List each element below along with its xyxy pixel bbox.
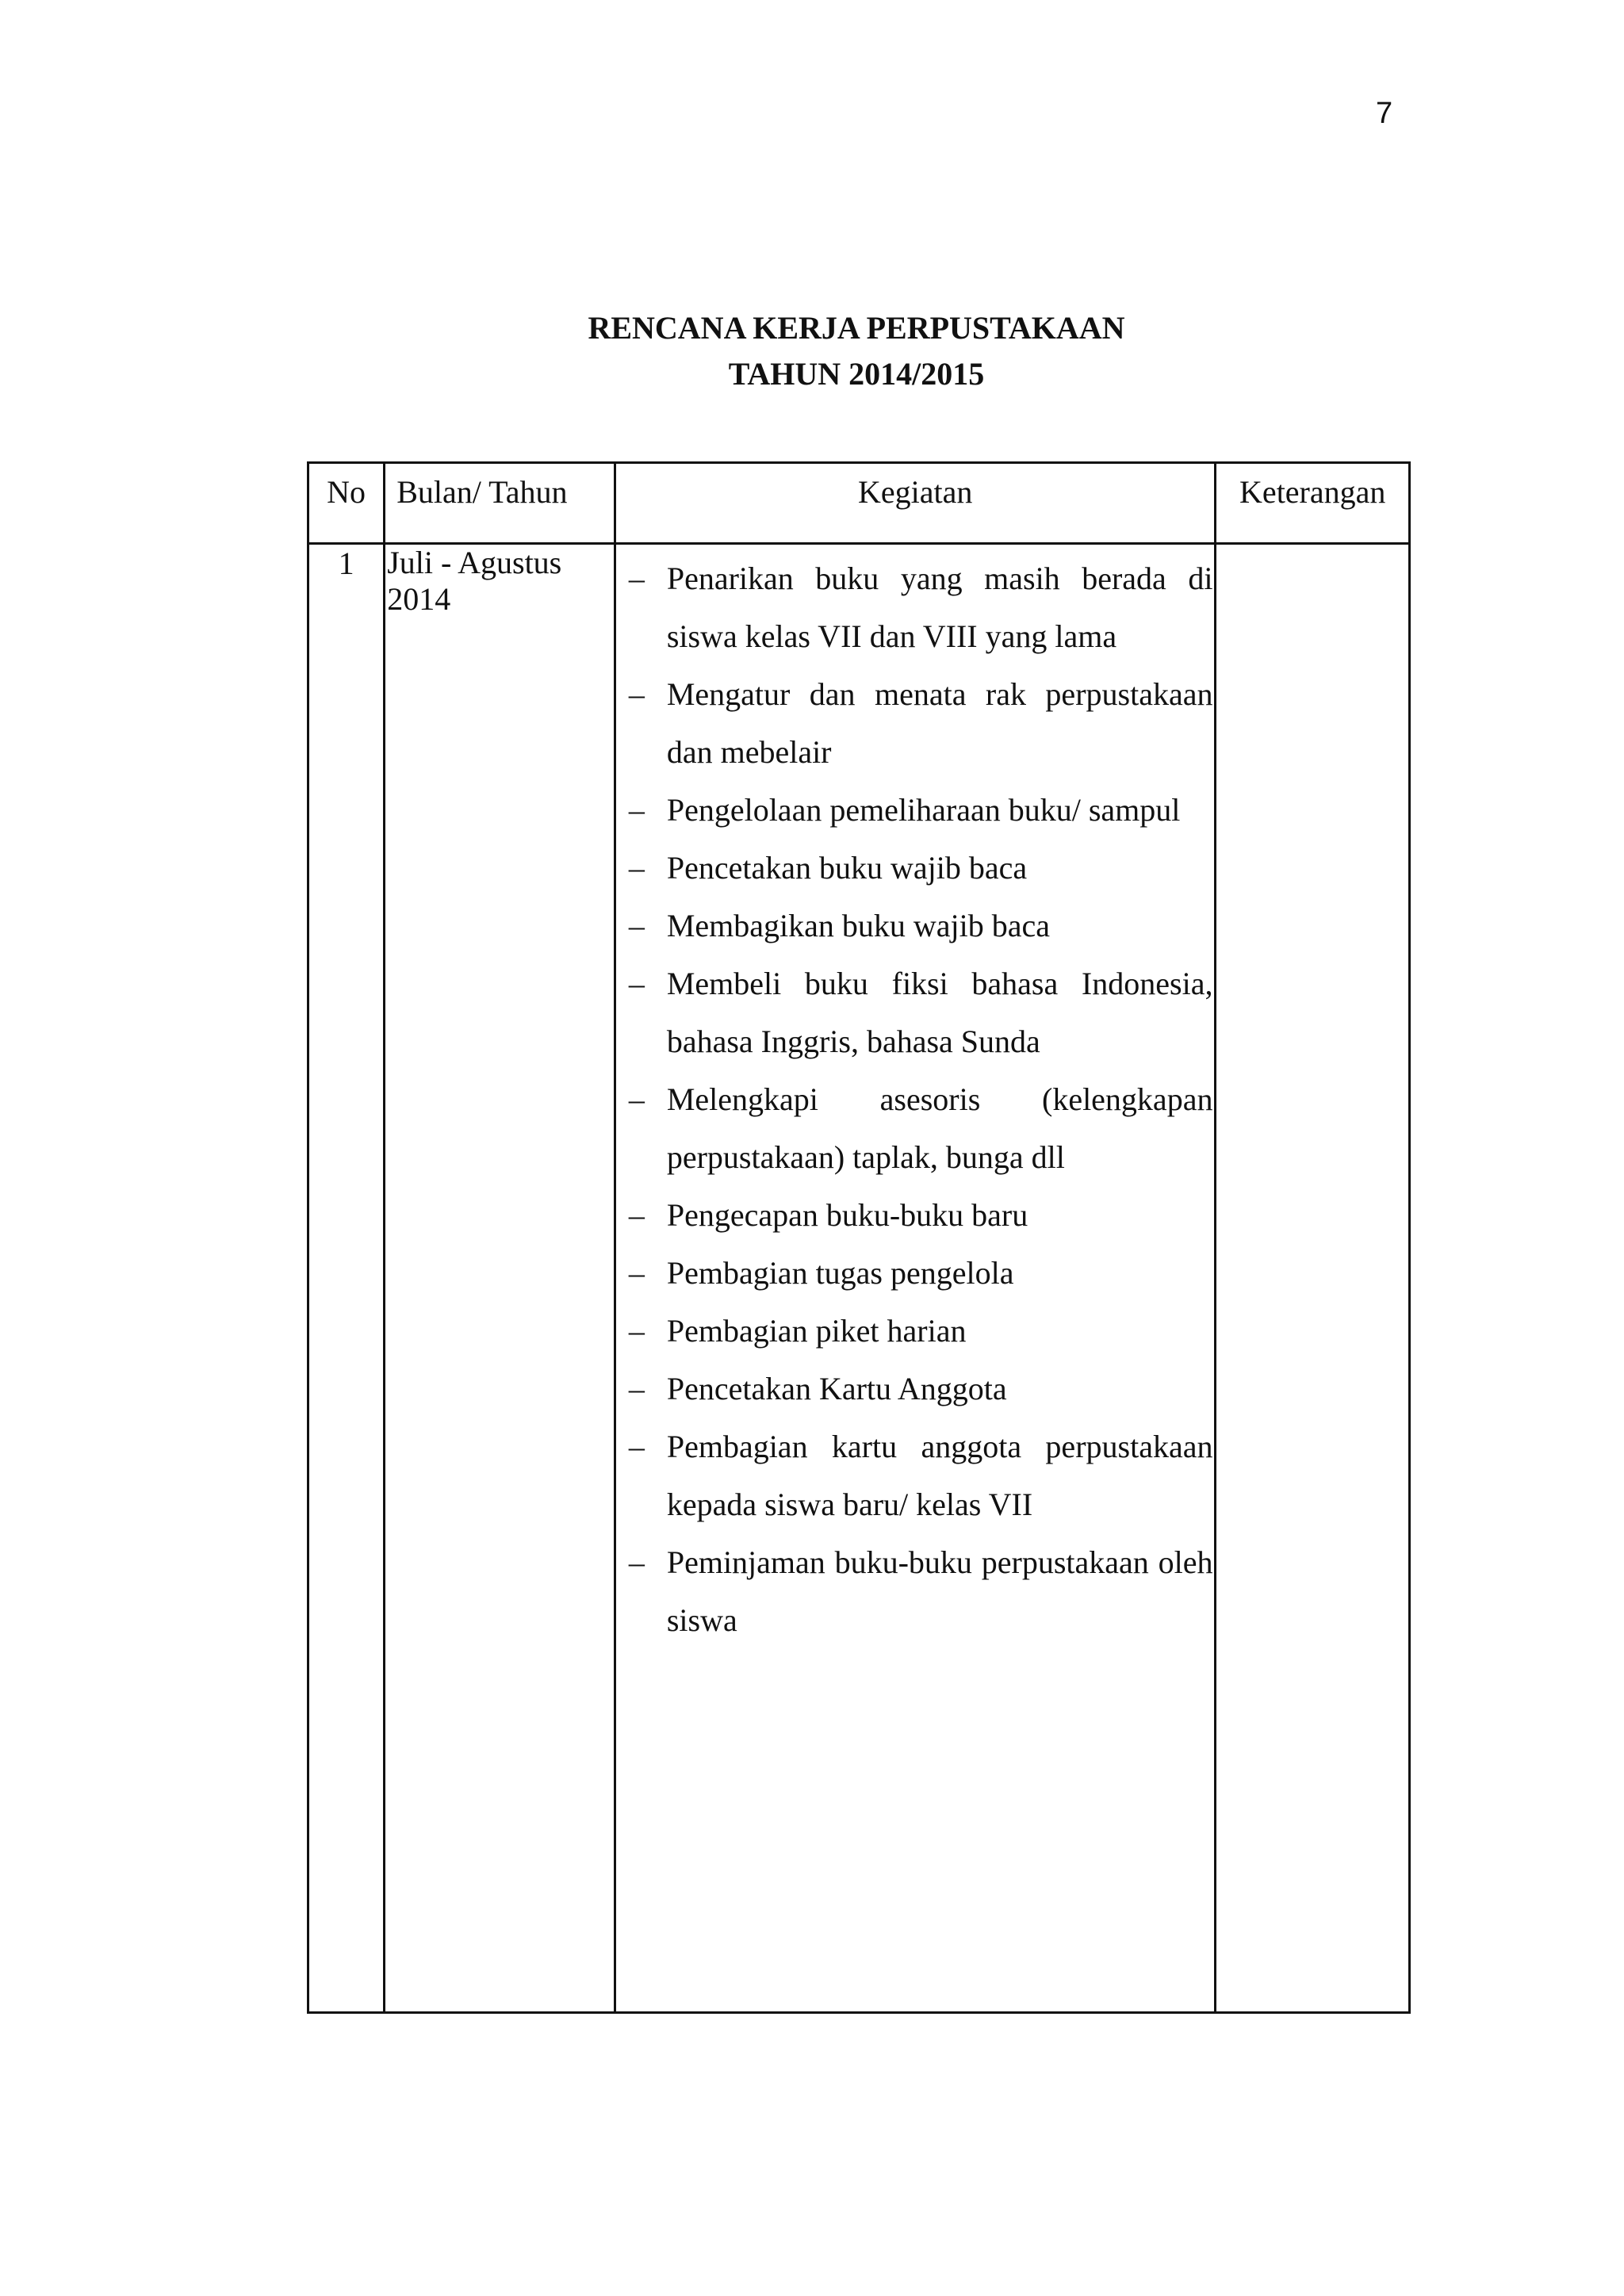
page-number: 7 — [1376, 97, 1393, 130]
title-line-1: RENCANA KERJA PERPUSTAKAAN — [588, 310, 1125, 346]
activity-item: – Pembagian tugas pengelola — [616, 1244, 1213, 1302]
year: 2014 — [387, 581, 451, 617]
activity-item: – Pembagian piket harian — [616, 1302, 1213, 1360]
table-header-row — [308, 463, 1410, 544]
activity-item: – Membagikan buku wajib baca — [616, 897, 1213, 955]
title-line-2: TAHUN 2014/2015 — [728, 356, 985, 392]
activity-item: – Pencetakan buku wajib baca — [616, 839, 1213, 897]
activity-item: – Pengelolaan pemeliharaan buku/ sampul — [616, 781, 1213, 839]
header-no: No — [308, 463, 385, 544]
activity-item: – Melengkapi asesoris (kelengkapan perpustakaan) taplak, bunga dll — [616, 1070, 1213, 1186]
activity-item: – Pengecapan buku-buku baru — [616, 1186, 1213, 1244]
activity-item: – Pembagian kartu anggota perpustakaan kepada siswa baru/ kelas VII — [616, 1418, 1213, 1533]
row-activities — [615, 544, 1216, 2013]
row-note — [1216, 544, 1410, 2013]
document-title — [0, 305, 1624, 397]
activity-item: – Penarikan buku yang masih berada di siswa kelas VII dan VIII yang lama — [616, 549, 1213, 665]
row-month-year — [385, 544, 615, 2013]
row-number: 1 — [308, 544, 385, 2013]
month-range: Juli - Agustus — [387, 545, 562, 580]
work-plan-table — [307, 461, 1411, 2014]
table-row — [308, 544, 1410, 2013]
activity-item: – Mengatur dan menata rak perpustakaan dan mebelair — [616, 665, 1213, 781]
header-note: Keterangan — [1216, 463, 1410, 544]
activity-item: – Membeli buku fiksi bahasa Indonesia, bahasa Inggris, bahasa Sunda — [616, 955, 1213, 1070]
header-month-year: Bulan/ Tahun — [385, 463, 615, 544]
activity-item: – Peminjaman buku-buku perpustakaan oleh siswa — [616, 1533, 1213, 1649]
header-activity: Kegiatan — [615, 463, 1216, 544]
activity-list — [616, 545, 1215, 1649]
activity-item: – Pencetakan Kartu Anggota — [616, 1360, 1213, 1418]
